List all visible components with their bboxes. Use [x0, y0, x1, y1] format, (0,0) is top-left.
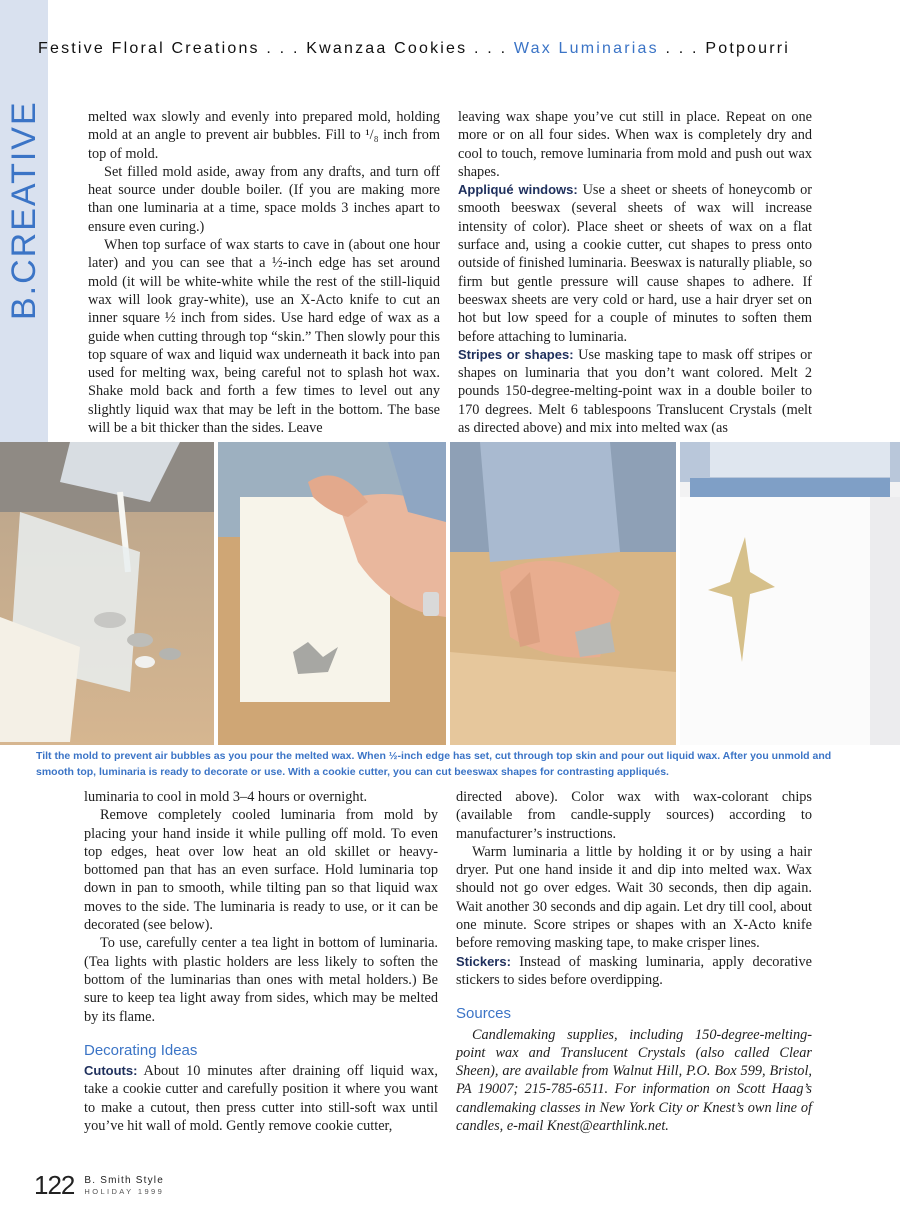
nav-kwanzaa-cookies[interactable]: Kwanzaa Cookies [306, 40, 468, 57]
paragraph: When top surface of wax starts to cave in (about one hour later) and you can see that a ½-inch edge has set around mold (it will be white-white while the rest of the still-liquid wax will look gray-white), use an X-Acto knife to cut an inner square ½ inch from sides. Use hard edge of wax as a guide when cutting through top “skin.” Then slowly pour this top square of wax and liquid wax underneath it back into pan used for melting wax, being careful not to splash hot wax. Shake mold back and forth a few times to level out any slightly liquid wax that may be left in the bottom. The base will be a bit thicker than the sides. Leave [88, 237, 440, 437]
sources-heading: Sources [456, 1005, 512, 1023]
top-navigation [38, 40, 878, 58]
paragraph: Remove completely cooled luminaria from mold by placing your hand inside it while pulling off mold. To even top edges, heat over low heat an old skillet or heavy-bottomed pan that has an even surface. Hold luminaria top down in pan to smooth, while tilting pan so that liquid wax moves to the side. The luminaria is ready to use, or it can be decorated (see below). [84, 807, 438, 934]
nav-potpourri[interactable]: Potpourri [705, 40, 791, 57]
nav-separator: . . . [658, 40, 706, 57]
paragraph: luminaria to cool in mold 3–4 hours or overnight. [84, 789, 368, 805]
magazine-name: B. Smith Style [84, 1174, 164, 1186]
magazine-credit [84, 1175, 164, 1197]
page-number: 122 [34, 1170, 75, 1200]
lower-left-column [84, 788, 438, 1135]
photo-cookie-cutter [450, 442, 676, 745]
paragraph: melted wax slowly and evenly into prepared mold, holding mold at an angle to prevent air bubbles. Fill to ¹/₈ inch from top of mold. [88, 109, 440, 162]
nav-separator: . . . [467, 40, 514, 57]
paragraph: To use, carefully center a tea light in bottom of luminaria. (Tea lights with plastic holders are less likely to soften the bottom of the luminarias than ones with metal holders.) Be sure to keep tea light away from sides, which may be melted by its flame. [84, 935, 438, 1025]
photo-pouring-wax [0, 442, 214, 745]
applique-label: Appliqué windows: [458, 182, 578, 198]
stripes-label: Stripes or shapes: [458, 346, 574, 362]
nav-wax-luminarias[interactable]: Wax Luminarias [513, 40, 659, 57]
cutouts-label: Cutouts: [84, 1063, 138, 1079]
photo-strip [0, 442, 900, 745]
upper-right-column [458, 108, 812, 437]
paragraph-stickers [456, 953, 812, 990]
paragraph: leaving wax shape you’ve cut still in place. Repeat on one more or on all four sides. When wax is completely dry and cool to touch, remove luminaria from mold and push out wax shapes. [458, 109, 812, 180]
cutouts-text: About 10 minutes after draining off liquid wax, take a cookie cutter and carefully position it where you want to make a cutout, then press cutter into still-soft wax until you’ve hit wall of mold. Gently remove cookie cutter, [84, 1063, 438, 1135]
stickers-label: Stickers: [456, 953, 511, 969]
photo-finished-luminaria [680, 442, 900, 745]
nav-festive-floral-creations[interactable]: Festive Floral Creations [38, 40, 260, 57]
upper-left-column [88, 108, 440, 437]
stripes-text: Use masking tape to mask off stripes or shapes on luminaria that you don’t want colored. Melt 2 pounds 150-degree-melting-point wax in a double boiler to 170 degrees. Melt 6 tablespoons Translucent Crystals (melt as directed above) and mix into melted wax (as [458, 346, 812, 437]
decorating-ideas-heading: Decorating Ideas [84, 1041, 198, 1059]
photo-caption: Tilt the mold to prevent air bubbles as you pour the melted wax. When ½-inch edge has set, cut through top skin and pour out liquid wax. After you unmold and smooth top, luminaria is ready to decorate or use. With a cookie cutter, you can cut beeswax shapes for contrasting appliqués. [36, 750, 832, 778]
stickers-text: Instead of masking luminaria, apply decorative stickers to sides before overdipping. [456, 953, 812, 988]
magazine-issue: HOLIDAY 1999 [84, 1186, 165, 1196]
page-folio [34, 1170, 164, 1201]
paragraph: Warm luminaria a little by holding it or by using a hair dryer. Put one hand inside it and dip into melted wax. Wax should not go over edges. Wait 30 seconds, then dip again. Wait another 30 seconds and dip again. Let dry till cool, about one minute. Score stripes or shapes with an X-Acto knife before removing masking tape, to make crisper lines. [456, 843, 812, 952]
lower-right-column [456, 788, 812, 1135]
sources-text: Candlemaking supplies, including 150-degree-melting-point wax and Translucent Crystals (also called Clear Sheen), are available from Walnut Hill, P.O. Box 599, Bristol, PA 19007; 215-785-6511. For information on Scott Haag’s candlemaking classes in New York City or Knest’s own line of candles, e-mail Knest@earthlink.net. [456, 1026, 812, 1135]
photo-cutting-skin [218, 442, 446, 745]
applique-text: Use a sheet or sheets of honeycomb or smooth beeswax (several sheets of wax will increase intensity of color). Place sheet or sheets of wax on a flat surface and, using a cookie cutter, cut shapes to press onto outside of finished luminaria. Beeswax is naturally pliable, so firm but gentle pressure will cause shapes to adhere. If beeswax sheets are very cold or hard, use a hair dryer set on hot but low speed for a couple of minutes to soften them before attaching to luminaria. [458, 182, 813, 345]
paragraph: Set filled mold aside, away from any drafts, and turn off heat source under double boiler. (If you are making more than one luminaria at a time, space molds 3 inches apart to ensure even curing.) [88, 163, 440, 235]
paragraph-stripes [458, 346, 812, 437]
nav-separator: . . . [259, 40, 307, 57]
paragraph: directed above). Color wax with wax-colorant chips (available from candle-supply sources) according to manufacturer’s instructions. [456, 789, 812, 842]
paragraph-applique [458, 181, 812, 346]
paragraph-cutouts [84, 1062, 438, 1135]
